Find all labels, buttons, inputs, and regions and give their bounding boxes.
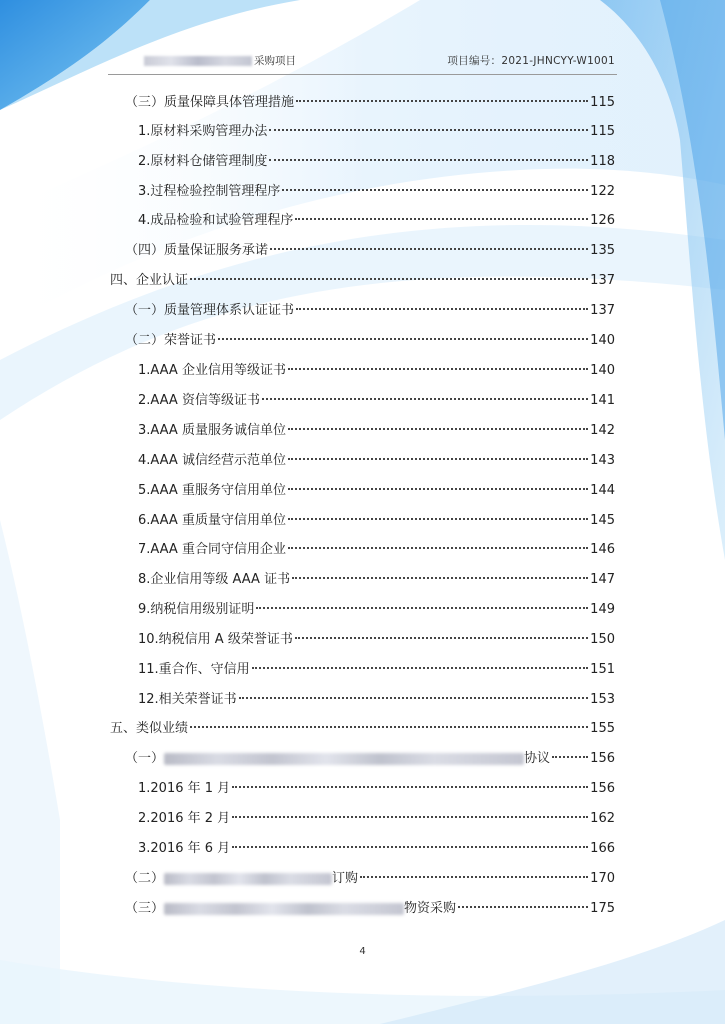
toc-entry[interactable] [138, 153, 615, 171]
toc-entry-title: 2.AAA 资信等级证书 [138, 393, 260, 408]
toc-entry-page-number: 115 [590, 95, 615, 110]
toc-entry-redacted-text [164, 753, 524, 765]
toc-dot-leader [288, 488, 588, 490]
toc-entry-title: 四、企业认证 [110, 273, 189, 288]
toc-entry-page-number: 147 [590, 572, 615, 587]
toc-entry-title: 1.原材料采购管理办法 [138, 124, 268, 139]
toc-entry[interactable] [138, 840, 615, 858]
toc-entry-page-number: 146 [590, 542, 615, 557]
toc-entry-title: 10.纳税信用 A 级荣誉证书 [138, 632, 293, 647]
toc-dot-leader [270, 248, 588, 250]
toc-entry-page-number: 140 [590, 363, 615, 378]
toc-dot-leader [288, 428, 588, 430]
toc-entry[interactable] [125, 332, 615, 350]
toc-entry-page-number: 142 [590, 423, 615, 438]
toc-entry[interactable] [125, 870, 615, 888]
toc-entry[interactable] [138, 422, 615, 440]
toc-dot-leader [239, 697, 588, 699]
toc-entry-title: 7.AAA 重合同守信用企业 [138, 542, 286, 557]
toc-entry[interactable] [138, 482, 615, 500]
toc-dot-leader [288, 368, 588, 370]
toc-entry-title: 4.成品检验和试验管理程序 [138, 213, 294, 228]
toc-dot-leader [292, 577, 588, 579]
toc-entry-page-number: 137 [590, 273, 615, 288]
toc-entry-title-suffix: 订购 [332, 871, 359, 886]
toc-entry-title: 3.过程检验控制管理程序 [138, 184, 281, 199]
toc-entry-page-number: 137 [590, 303, 615, 318]
toc-dot-leader [190, 278, 588, 280]
toc-entry-page-number: 153 [590, 692, 615, 707]
toc-entry-page-number: 155 [590, 721, 615, 736]
toc-entry[interactable] [138, 123, 615, 141]
toc-entry-title: （一）质量管理体系认证证书 [125, 303, 295, 318]
toc-entry-page-number: 150 [590, 632, 615, 647]
toc-entry[interactable] [138, 571, 615, 589]
toc-dot-leader [190, 726, 588, 728]
toc-entry-page-number: 156 [590, 751, 615, 766]
toc-entry[interactable] [125, 750, 615, 768]
toc-entry-redacted-text [164, 873, 332, 885]
toc-entry-title: 3.AAA 质量服务诚信单位 [138, 423, 286, 438]
toc-dot-leader [295, 218, 588, 220]
toc-entry-title: 8.企业信用等级 AAA 证书 [138, 572, 291, 587]
toc-entry-title: （三）质量保障具体管理措施 [125, 95, 295, 110]
toc-dot-leader [296, 100, 588, 102]
toc-entry[interactable] [138, 691, 615, 709]
toc-entry-title: （二）荣誉证书 [125, 333, 217, 348]
toc-entry-title: 3.2016 年 6 月 [138, 841, 231, 856]
toc-entry-title-suffix: 物资采购 [404, 901, 457, 916]
toc-dot-leader [282, 189, 588, 191]
toc-dot-leader [262, 398, 588, 400]
toc-entry[interactable] [110, 272, 615, 290]
toc-dot-leader [288, 458, 588, 460]
toc-dot-leader [552, 756, 588, 758]
toc-entry-page-number: 118 [590, 154, 615, 169]
toc-entry[interactable] [138, 392, 615, 410]
toc-entry-title: 2.原材料仓储管理制度 [138, 154, 268, 169]
toc-dot-leader [295, 637, 588, 639]
toc-entry[interactable] [138, 631, 615, 649]
toc-dot-leader [232, 816, 588, 818]
toc-entry[interactable] [138, 541, 615, 559]
toc-entry-page-number: 140 [590, 333, 615, 348]
toc-entry[interactable] [138, 452, 615, 470]
toc-dot-leader [360, 876, 588, 878]
toc-entry-page-number: 135 [590, 243, 615, 258]
toc-entry-page-number: 145 [590, 513, 615, 528]
toc-entry-page-number: 151 [590, 662, 615, 677]
toc-dot-leader [232, 846, 588, 848]
toc-entry-title: 9.纳税信用级别证明 [138, 602, 255, 617]
toc-entry[interactable] [125, 242, 615, 260]
toc-entry[interactable] [138, 810, 615, 828]
page-number: 4 [359, 946, 366, 957]
toc-entry-title: （二） [125, 871, 165, 886]
toc-entry-title-suffix: 协议 [524, 751, 551, 766]
toc-entry-page-number: 166 [590, 841, 615, 856]
toc-entry-title: 2.2016 年 2 月 [138, 811, 231, 826]
toc-entry-page-number: 143 [590, 453, 615, 468]
toc-entry-page-number: 115 [590, 124, 615, 139]
toc-entry-title: 1.2016 年 1 月 [138, 781, 231, 796]
toc-entry[interactable] [138, 512, 615, 530]
toc-dot-leader [256, 607, 588, 609]
toc-entry-title: 五、类似业绩 [110, 721, 189, 736]
toc-entry[interactable] [138, 661, 615, 679]
toc-entry-page-number: 162 [590, 811, 615, 826]
toc-entry-title: （三） [125, 901, 165, 916]
toc-dot-leader [218, 338, 588, 340]
toc-entry-title: 5.AAA 重服务守信用单位 [138, 483, 286, 498]
header-redacted-text [144, 56, 252, 66]
header-left-text: 采购项目 [254, 55, 296, 67]
toc-entry-redacted-text [164, 903, 404, 915]
toc-dot-leader [269, 129, 588, 131]
toc-entry[interactable] [138, 780, 615, 798]
toc-entry-title: （四）质量保证服务承诺 [125, 243, 269, 258]
header-project-name [144, 53, 296, 68]
toc-entry-page-number: 175 [590, 901, 615, 916]
toc-entry-page-number: 141 [590, 393, 615, 408]
toc-entry-page-number: 156 [590, 781, 615, 796]
header-project-number: 项目编号：2021-JHNCYY-W1001 [447, 55, 615, 67]
toc-entry[interactable] [138, 362, 615, 380]
toc-entry[interactable] [138, 212, 615, 230]
toc-entry-title: 4.AAA 诚信经营示范单位 [138, 453, 286, 468]
toc-entry-page-number: 144 [590, 483, 615, 498]
toc-dot-leader [288, 547, 588, 549]
toc-entry-title: 1.AAA 企业信用等级证书 [138, 363, 286, 378]
toc-entry-page-number: 122 [590, 184, 615, 199]
toc-entry-page-number: 149 [590, 602, 615, 617]
toc-entry[interactable] [125, 302, 615, 320]
toc-entry-title: 12.相关荣誉证书 [138, 692, 237, 707]
toc-dot-leader [288, 518, 588, 520]
toc-dot-leader [232, 786, 588, 788]
toc-entry[interactable] [138, 601, 615, 619]
toc-dot-leader [458, 906, 588, 908]
toc-dot-leader [269, 159, 588, 161]
toc-dot-leader [252, 667, 588, 669]
toc-entry-page-number: 170 [590, 871, 615, 886]
toc-entry-page-number: 126 [590, 213, 615, 228]
toc-entry[interactable] [138, 183, 615, 201]
toc-entry[interactable] [125, 900, 615, 918]
toc-entry-title: （一） [125, 751, 165, 766]
page-header [108, 52, 617, 75]
toc-entry-title: 6.AAA 重质量守信用单位 [138, 513, 286, 528]
toc-dot-leader [296, 308, 588, 310]
toc-entry[interactable] [110, 720, 615, 738]
toc-entry-title: 11.重合作、守信用 [138, 662, 250, 677]
toc-entry[interactable] [125, 94, 615, 112]
